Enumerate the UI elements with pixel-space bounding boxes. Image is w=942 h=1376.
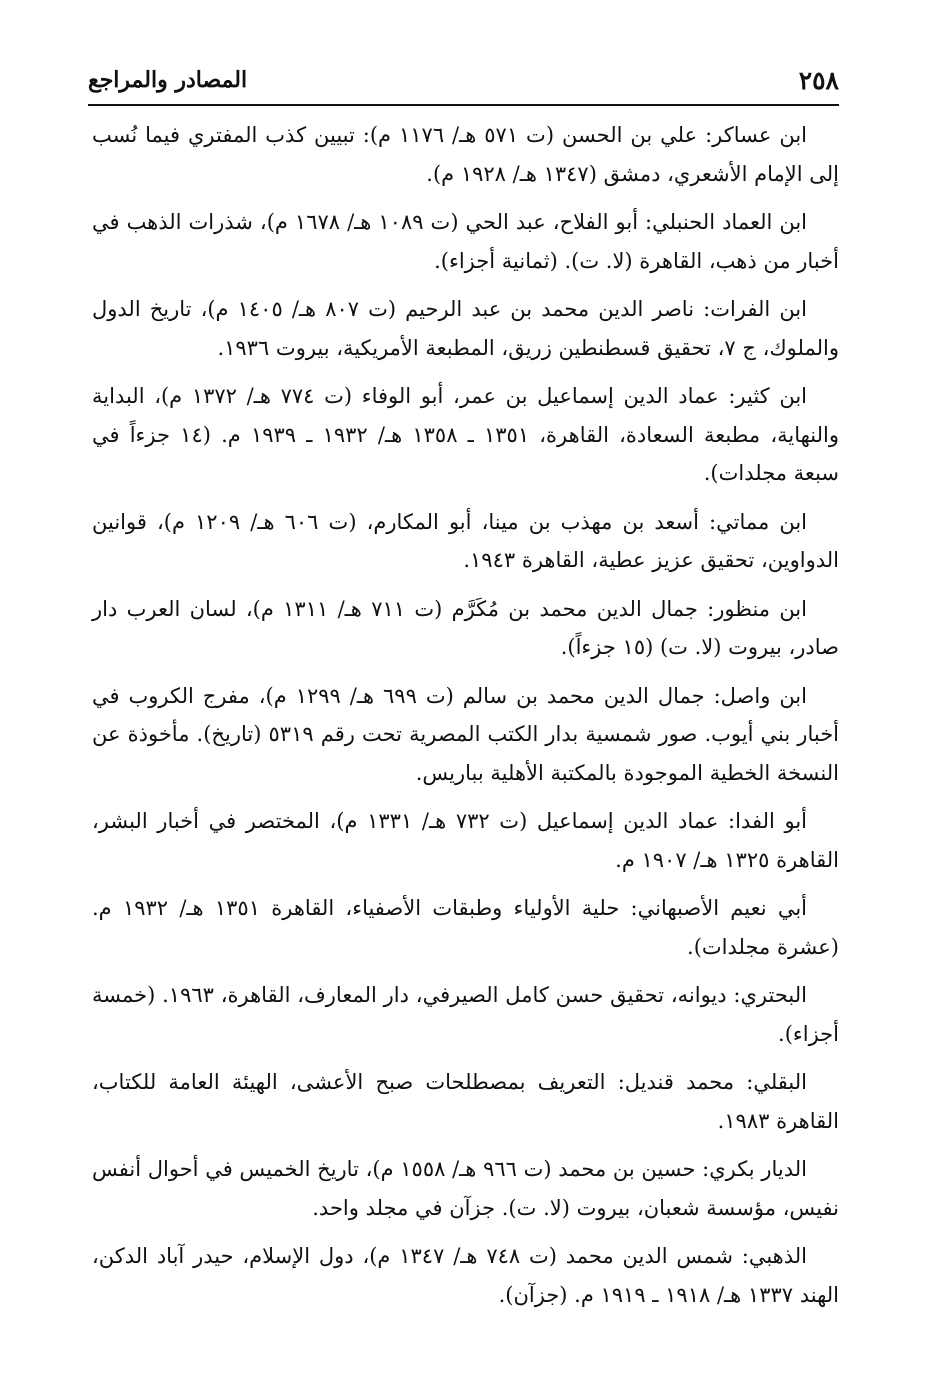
bibliography-entry: ابن واصل: جمال الدين محمد بن سالم (ت ٦٩٩ هـ/ ١٢٩٩ م)، مفرج الكروب في أخبار بني أيوب. صور شمسية بدار الكتب المصرية تحت رقم ٥٣١٩ (تاريخ). مأخوذة عن النسخة الخطية الموجودة بالمكتبة الأهلية بباريس. — [92, 683, 840, 785]
bibliography-entry: البقلي: محمد قنديل: التعريف بمصطلحات صبح الأعشى، الهيئة العامة للكتاب، القاهرة ١٩٨٣. — [92, 1070, 839, 1133]
bibliography-entry: البحتري: ديوانه، تحقيق حسن كامل الصيرفي، دار المعارف، القاهرة، ١٩٦٣. (خمسة أجزاء). — [92, 983, 839, 1046]
bibliography-entry: ابن العماد الحنبلي: أبو الفلاح، عبد الحي (ت ١٠٨٩ هـ/ ١٦٧٨ م)، شذرات الذهب في أخبار من ذهب، القاهرة (لا. ت). (ثمانية أجزاء). — [92, 210, 839, 273]
bibliography-entry: ابن منظور: جمال الدين محمد بن مُكَرَّم (ت ٧١١ هـ/ ١٣١١ م)، لسان العرب دار صادر، بيروت (لا. ت) (١٥ جزءاً). — [92, 596, 839, 659]
bibliography-entry: ابن الفرات: ناصر الدين محمد بن عبد الرحيم (ت ٨٠٧ هـ/ ١٤٠٥ م)، تاريخ الدول والملوك، ج ٧، تحقيق قسطنطين زريق، المطبعة الأمريكية، بيروت ١٩٣٦. — [92, 297, 839, 360]
bibliography-entry: أبي نعيم الأصبهاني: حلية الأولياء وطبقات الأصفياء، القاهرة ١٣٥١ هـ/ ١٩٣٢ م. (عشرة مجلدات). — [92, 896, 839, 959]
header-rule — [88, 104, 839, 106]
bibliography-list — [92, 116, 839, 1324]
bibliography-entry: ابن عساكر: علي بن الحسن (ت ٥٧١ هـ/ ١١٧٦ م): تبيين كذب المفتري فيما نُسب إلى الإمام الأشعري، دمشق (١٣٤٧ هـ/ ١٩٢٨ م). — [92, 123, 839, 186]
bibliography-entry: ابن مماتي: أسعد بن مهذب بن مينا، أبو المكارم، (ت ٦٠٦ هـ/ ١٢٠٩ م)، قوانين الدواوين، تحقيق عزيز عطية، القاهرة ١٩٤٣. — [92, 509, 839, 572]
bibliography-entry: أبو الفدا: عماد الدين إسماعيل (ت ٧٣٢ هـ/ ١٣٣١ م)، المختصر في أخبار البشر، القاهرة ١٣٢٥ هـ/ ١٩٠٧ م. — [92, 809, 839, 872]
running-head — [88, 62, 839, 98]
page-number: ٢٥٨ — [798, 65, 839, 95]
bibliography-entry: الديار بكري: حسين بن محمد (ت ٩٦٦ هـ/ ١٥٥٨ م)، تاريخ الخميس في أحوال أنفس نفيس، مؤسسة شعبان، بيروت (لا. ت). جزآن في مجلد واحد. — [92, 1157, 839, 1220]
bibliography-entry: الذهبي: شمس الدين محمد (ت ٧٤٨ هـ/ ١٣٤٧ م)، دول الإسلام، حيدر آباد الدكن، الهند ١٣٣٧ هـ/ ١٩١٨ ـ ١٩١٩ م. (جزآن). — [92, 1244, 839, 1307]
bibliography-entry: ابن كثير: عماد الدين إسماعيل بن عمر، أبو الوفاء (ت ٧٧٤ هـ/ ١٣٧٢ م)، البداية والنهاية، مطبعة السعادة، القاهرة، ١٣٥١ ـ ١٣٥٨ هـ/ ١٩٣٢ ـ ١٩٣٩ م. (١٤ جزءاً في سبعة مجلدات). — [92, 384, 839, 485]
chapter-title: المصادر والمراجع — [88, 67, 248, 93]
